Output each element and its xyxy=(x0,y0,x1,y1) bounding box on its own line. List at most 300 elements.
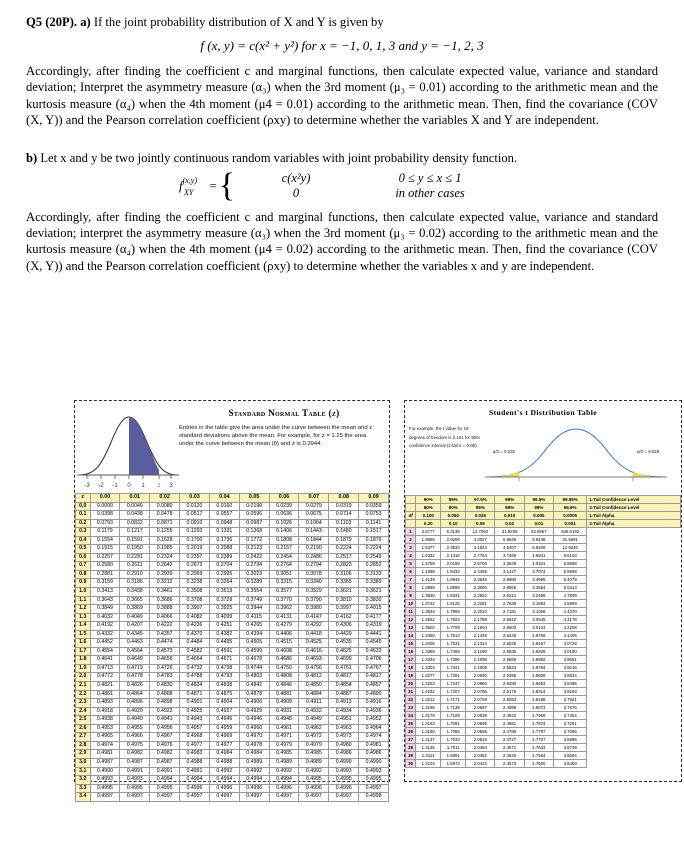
z-cell: 0.4591 xyxy=(209,647,239,656)
part-a-intro: If the joint probability distribution of X and Y is given by xyxy=(93,15,384,29)
z-cell: 0.4973 xyxy=(329,733,359,742)
z-cell: 0.4987 xyxy=(150,758,180,767)
z-row-label: 2.7 xyxy=(76,733,91,742)
z-cell: 0.4991 xyxy=(120,767,150,776)
t-df-value: 25 xyxy=(406,720,416,728)
t-table-row xyxy=(406,640,681,648)
t-cell: 2.8073 xyxy=(524,704,553,712)
z-cell: 0.3925 xyxy=(209,605,239,614)
t-col-header: 99.5% xyxy=(524,496,553,504)
t-cell: 2.9980 xyxy=(495,576,524,584)
z-cell: 0.3708 xyxy=(180,596,210,605)
z-col-5: 0.05 xyxy=(239,494,269,503)
z-cell: 0.4990 xyxy=(359,758,389,767)
z-row-label: 1.3 xyxy=(76,613,91,622)
t-cell: 1.7341 xyxy=(441,664,466,672)
t-cell: 2.1318 xyxy=(441,552,466,560)
z-cell: 0.3997 xyxy=(329,605,359,614)
z-col-9: 0.09 xyxy=(359,494,389,503)
t-cell: 2.7638 xyxy=(495,600,524,608)
z-cell: 0.2224 xyxy=(359,545,389,554)
z-cell: 0.4997 xyxy=(209,793,239,802)
z-table-row xyxy=(76,630,389,639)
z-cell: 0.3159 xyxy=(90,579,120,588)
z-table-row xyxy=(76,690,389,699)
z-cell: 0.2939 xyxy=(150,570,180,579)
z-cell: 0.2549 xyxy=(359,553,389,562)
z-cell: 0.4985 xyxy=(299,750,329,759)
z-cell: 0.0239 xyxy=(269,502,299,511)
t-header-row-label: 1-Tail Alpha xyxy=(587,512,681,520)
z-cell: 0.3577 xyxy=(269,588,299,597)
z-cell: 0.4279 xyxy=(269,622,299,631)
z-table-row xyxy=(76,758,389,767)
z-table-description: Entries in the table give the area under the curve between the mean and z standard deviations above the mean. For example, for z = 1.25 the area under the curve between the mean (0) and z is 0.3944. xyxy=(179,425,373,448)
z-cell: 0.4982 xyxy=(150,750,180,759)
z-cell: 0.4878 xyxy=(239,690,269,699)
z-cell: 0.0120 xyxy=(180,502,210,511)
z-cell: 0.1026 xyxy=(269,519,299,528)
z-cell: 0.4980 xyxy=(329,741,359,750)
z-cell: 0.2611 xyxy=(120,562,150,571)
z-cell: 0.0753 xyxy=(359,511,389,520)
z-cell: 0.4554 xyxy=(90,647,120,656)
z-cell: 0.4066 xyxy=(150,613,180,622)
t-cell: 2.5524 xyxy=(495,664,524,672)
z-cell: 0.4418 xyxy=(299,630,329,639)
t-table-row xyxy=(406,592,681,600)
z-cell: 0.4995 xyxy=(90,784,120,793)
t-cell: 2.0860 xyxy=(466,680,495,688)
z-cell: 0.0478 xyxy=(150,511,180,520)
t-col-header: 0.005 xyxy=(524,512,553,520)
z-cell: 0.4115 xyxy=(239,613,269,622)
t-row-spacer xyxy=(587,736,681,744)
t-cell: 2.1009 xyxy=(466,664,495,672)
t-cell: 5.4079 xyxy=(553,576,586,584)
t-cell: 2.6245 xyxy=(495,632,524,640)
t-df-value: 9 xyxy=(406,592,416,600)
z-cell: 0.4992 xyxy=(269,767,299,776)
z-cell: 0.1950 xyxy=(120,545,150,554)
z-cell: 0.4943 xyxy=(180,716,210,725)
t-table-row xyxy=(406,648,681,656)
t-cell: 3.6896 xyxy=(553,736,586,744)
t-cell: 3.1058 xyxy=(524,608,553,616)
t-cell: 1.7613 xyxy=(441,632,466,640)
t-cell: 1.7207 xyxy=(441,688,466,696)
z-cell: 0.4922 xyxy=(150,707,180,716)
t-cell: 3.0123 xyxy=(524,624,553,632)
z-cell: 0.4996 xyxy=(299,784,329,793)
z-table-grid xyxy=(75,493,389,802)
z-table-row xyxy=(76,622,389,631)
t-table-row xyxy=(406,752,681,760)
t-cell: 3.6460 xyxy=(553,760,586,768)
z-table-row xyxy=(76,545,389,554)
t-col-header: 0.050 xyxy=(441,512,466,520)
z-row-label: 1.8 xyxy=(76,656,91,665)
t-cell: 1.3368 xyxy=(416,648,441,656)
z-cell: 0.4854 xyxy=(329,682,359,691)
t-table-row xyxy=(406,688,681,696)
z-cell: 0.4955 xyxy=(120,724,150,733)
z-cell: 0.4783 xyxy=(150,673,180,682)
z-row-label: 0.7 xyxy=(76,562,91,571)
t-table-row xyxy=(406,552,681,560)
t-df-value: 22 xyxy=(406,696,416,704)
t-table-row xyxy=(406,696,681,704)
z-cell: 0.4429 xyxy=(329,630,359,639)
z-cell: 0.4015 xyxy=(359,605,389,614)
z-cell: 0.3643 xyxy=(90,596,120,605)
t-header-row-label: 2-Tail Confidence Level xyxy=(587,504,681,512)
t-cell: 1.4149 xyxy=(416,576,441,584)
t-col-header: 95% xyxy=(441,496,466,504)
t-cell: 3.1427 xyxy=(495,568,524,576)
z-row-label: 2.6 xyxy=(76,724,91,733)
z-cell: 0.4960 xyxy=(239,724,269,733)
z-cell: 0.4986 xyxy=(359,750,389,759)
t-col-header: 90% xyxy=(416,496,441,504)
t-row-spacer xyxy=(587,584,681,592)
t-cell: 1.9432 xyxy=(441,568,466,576)
t-cell: 2.1604 xyxy=(466,624,495,632)
z-cell: 0.4959 xyxy=(209,724,239,733)
z-cell: 0.4918 xyxy=(90,707,120,716)
t-col-header: 0.001 xyxy=(553,520,586,528)
z-cell: 0.2764 xyxy=(269,562,299,571)
z-cell: 0.2794 xyxy=(299,562,329,571)
t-cell: 2.8784 xyxy=(524,664,553,672)
t-cell: 3.0777 xyxy=(416,528,441,536)
z-cell: 0.4875 xyxy=(209,690,239,699)
z-cell: 0.3238 xyxy=(180,579,210,588)
t-cell: 2.0484 xyxy=(466,744,495,752)
z-cell: 0.3365 xyxy=(329,579,359,588)
t-cell: 2.7633 xyxy=(524,744,553,752)
t-cell: 3.7074 xyxy=(524,568,553,576)
z-cell: 0.4946 xyxy=(239,716,269,725)
z-cell: 0.4641 xyxy=(90,656,120,665)
z-table-row xyxy=(76,536,389,545)
z-cell: 0.4846 xyxy=(269,682,299,691)
t-table-header-row xyxy=(406,520,681,528)
z-table-row xyxy=(76,647,389,656)
t-row-spacer xyxy=(587,656,681,664)
svg-text:α/2 = 0.025: α/2 = 0.025 xyxy=(637,449,660,454)
z-cell: 0.4968 xyxy=(180,733,210,742)
z-cell: 0.4515 xyxy=(269,639,299,648)
z-cell: 0.1406 xyxy=(269,528,299,537)
z-cell: 0.3289 xyxy=(239,579,269,588)
z-cell: 0.4625 xyxy=(329,647,359,656)
z-cell: 0.1591 xyxy=(120,536,150,545)
t-cell: 1.6377 xyxy=(416,544,441,552)
t-table-row xyxy=(406,664,681,672)
t-table-row xyxy=(406,536,681,544)
t-cell: 3.1824 xyxy=(466,544,495,552)
z-cell: 0.4236 xyxy=(180,622,210,631)
t-cell: 2.4727 xyxy=(495,736,524,744)
z-table-row xyxy=(76,724,389,733)
t-cell: 1.3450 xyxy=(416,632,441,640)
t-df-value: 7 xyxy=(406,576,416,584)
t-cell: 2.7874 xyxy=(524,720,553,728)
t-row-spacer xyxy=(587,744,681,752)
z-cell: 0.4319 xyxy=(359,622,389,631)
t-cell: 2.7969 xyxy=(524,712,553,720)
t-row-spacer xyxy=(587,672,681,680)
z-cell: 0.4495 xyxy=(209,639,239,648)
t-cell: 2.8214 xyxy=(495,592,524,600)
z-cell: 0.3461 xyxy=(150,588,180,597)
z-table-row xyxy=(76,750,389,759)
t-df-value: 11 xyxy=(406,608,416,616)
z-cell: 0.0040 xyxy=(120,502,150,511)
t-row-spacer xyxy=(587,560,681,568)
z-cell: 0.4992 xyxy=(299,767,329,776)
z-cell: 0.4941 xyxy=(150,716,180,725)
t-row-spacer xyxy=(587,664,681,672)
z-cell: 0.2852 xyxy=(359,562,389,571)
z-cell: 0.4357 xyxy=(150,630,180,639)
t-table-title: Student's t Distribution Table xyxy=(488,408,597,417)
z-table-row xyxy=(76,741,389,750)
t-cell: 1.3634 xyxy=(416,608,441,616)
z-cell: 0.4664 xyxy=(180,656,210,665)
z-cell: 0.4988 xyxy=(209,758,239,767)
part-b-cond-2: in other cases xyxy=(395,185,465,200)
z-cell: 0.4726 xyxy=(150,664,180,673)
z-cell: 0.4994 xyxy=(209,776,239,785)
z-table-row xyxy=(76,511,389,520)
z-cell: 0.4995 xyxy=(120,784,150,793)
z-cell: 0.4977 xyxy=(209,741,239,750)
z-cell: 0.4981 xyxy=(90,750,120,759)
z-row-label: 1.0 xyxy=(76,588,91,597)
z-cell: 0.1368 xyxy=(239,528,269,537)
z-cell: 0.3830 xyxy=(359,596,389,605)
part-a-formula-text: f (x, y) = c(x² + y²) for x = −1, 0, 1, 3 and y = −1, 2, 3 xyxy=(200,38,484,53)
t-table-row xyxy=(406,656,681,664)
z-row-label: 1.1 xyxy=(76,596,91,605)
z-cell: 0.1736 xyxy=(209,536,239,545)
t-cell: 2.3060 xyxy=(466,584,495,592)
z-cell: 0.4994 xyxy=(239,776,269,785)
z-cell: 0.4834 xyxy=(180,682,210,691)
t-df-value: 15 xyxy=(406,640,416,648)
z-cell: 0.0714 xyxy=(329,511,359,520)
t-cell: 4.3178 xyxy=(553,616,586,624)
z-cell: 0.4864 xyxy=(120,690,150,699)
z-cell: 0.4993 xyxy=(329,767,359,776)
z-cell: 0.4972 xyxy=(299,733,329,742)
t-cell: 2.8188 xyxy=(524,696,553,704)
z-cell: 0.4989 xyxy=(239,758,269,767)
z-cell: 0.4986 xyxy=(329,750,359,759)
z-cell: 0.4370 xyxy=(180,630,210,639)
z-row-label: 2.1 xyxy=(76,682,91,691)
t-row-spacer xyxy=(587,752,681,760)
z-row-label: 1.4 xyxy=(76,622,91,631)
t-cell: 1.3968 xyxy=(416,584,441,592)
z-table-header xyxy=(75,401,389,493)
z-cell: 0.4871 xyxy=(180,690,210,699)
t-cell: 1.7247 xyxy=(441,680,466,688)
z-cell: 0.0279 xyxy=(299,502,329,511)
t-row-spacer xyxy=(587,528,681,536)
z-cell: 0.4982 xyxy=(120,750,150,759)
part-a-formula xyxy=(26,38,658,54)
z-cell: 0.1103 xyxy=(329,519,359,528)
z-row-label: 0.3 xyxy=(76,528,91,537)
t-cell: 2.0423 xyxy=(466,760,495,768)
z-cell: 0.4983 xyxy=(180,750,210,759)
z-table-title: Standard Normal Table (z) xyxy=(228,408,340,418)
z-cell: 0.4082 xyxy=(180,613,210,622)
z-cell: 0.4671 xyxy=(209,656,239,665)
t-cell: 2.5669 xyxy=(495,656,524,664)
t-df-value: 16 xyxy=(406,648,416,656)
z-cell: 0.2734 xyxy=(239,562,269,571)
t-cell: 2.0739 xyxy=(466,696,495,704)
t-cell: 2.1448 xyxy=(466,632,495,640)
z-cell: 0.1331 xyxy=(209,528,239,537)
t-cell: 1.3212 xyxy=(416,696,441,704)
z-cell: 0.3340 xyxy=(299,579,329,588)
z-cell: 0.4292 xyxy=(299,622,329,631)
z-cell: 0.4817 xyxy=(329,673,359,682)
z-cell: 0.4904 xyxy=(209,699,239,708)
t-col-header: 90% xyxy=(441,504,466,512)
t-col-header: 0.0005 xyxy=(553,512,586,520)
t-cell: 3.7921 xyxy=(553,696,586,704)
z-cell: 0.4564 xyxy=(120,647,150,656)
t-row-spacer xyxy=(587,696,681,704)
z-cell: 0.4993 xyxy=(90,776,120,785)
z-cell: 0.4963 xyxy=(329,724,359,733)
t-df-value: 13 xyxy=(406,624,416,632)
z-cell: 0.4649 xyxy=(120,656,150,665)
z-cell: 0.4147 xyxy=(299,613,329,622)
z-cell: 0.4761 xyxy=(329,664,359,673)
z-cell: 0.2486 xyxy=(299,553,329,562)
z-cell: 0.3529 xyxy=(299,588,329,597)
t-df-value: 23 xyxy=(406,704,416,712)
z-cell: 0.4909 xyxy=(269,699,299,708)
z-cell: 0.2517 xyxy=(329,553,359,562)
t-table-row xyxy=(406,584,681,592)
z-cell: 0.1064 xyxy=(299,519,329,528)
t-df-value: 2 xyxy=(406,536,416,544)
t-cell: 1.3334 xyxy=(416,656,441,664)
t-cell: 2.7564 xyxy=(524,752,553,760)
z-cell: 0.4099 xyxy=(209,613,239,622)
z-cell: 0.3621 xyxy=(329,588,359,597)
z-cell: 0.2881 xyxy=(90,570,120,579)
t-cell: 2.9467 xyxy=(524,640,553,648)
z-table-row xyxy=(76,664,389,673)
z-row-label: 2.8 xyxy=(76,741,91,750)
t-cell: 3.8193 xyxy=(553,688,586,696)
z-row-label: 0.9 xyxy=(76,579,91,588)
t-df-value: 12 xyxy=(406,616,416,624)
z-cell: 0.1480 xyxy=(329,528,359,537)
t-cell: 4.5869 xyxy=(553,600,586,608)
t-cell: 1.5332 xyxy=(416,552,441,560)
z-cell: 0.4452 xyxy=(90,639,120,648)
z-cell: 0.1879 xyxy=(359,536,389,545)
z-cell: 0.4970 xyxy=(239,733,269,742)
z-cell: 0.3078 xyxy=(299,570,329,579)
z-table-row xyxy=(76,553,389,562)
z-row-label: 1.7 xyxy=(76,647,91,656)
z-table-row xyxy=(76,767,389,776)
statistical-tables-figure xyxy=(0,378,684,808)
question-a-heading xyxy=(26,14,658,31)
t-cell: 2.3534 xyxy=(441,544,466,552)
z-cell: 0.4994 xyxy=(180,776,210,785)
z-cell: 0.4441 xyxy=(359,630,389,639)
t-cell: 3.6594 xyxy=(553,752,586,760)
z-cell: 0.2642 xyxy=(150,562,180,571)
t-col-header: 99.9% xyxy=(553,504,586,512)
z-row-label: 0.8 xyxy=(76,570,91,579)
z-cell: 0.3186 xyxy=(120,579,150,588)
z-cell: 0.4981 xyxy=(359,741,389,750)
z-cell: 0.3770 xyxy=(269,596,299,605)
question-b-heading xyxy=(26,150,658,167)
t-curve-icon xyxy=(481,419,671,491)
z-cell: 0.1879 xyxy=(329,536,359,545)
part-b-formula-lhs xyxy=(178,175,209,197)
z-cell: 0.3413 xyxy=(90,588,120,597)
z-row-label: 2.5 xyxy=(76,716,91,725)
z-cell: 0.4890 xyxy=(359,690,389,699)
z-cell: 0.1985 xyxy=(150,545,180,554)
t-col-header: 98% xyxy=(495,504,524,512)
z-row-label: 3.3 xyxy=(76,784,91,793)
t-cell: 1.7291 xyxy=(441,672,466,680)
t-cell: 1.7171 xyxy=(441,696,466,704)
t-row-spacer xyxy=(587,640,681,648)
t-col-header: 0.10 xyxy=(441,520,466,528)
z-cell: 0.4929 xyxy=(239,707,269,716)
part-b-case-2: 0 xyxy=(292,185,300,200)
t-cell: 4.0728 xyxy=(553,640,586,648)
t-table-header-row xyxy=(406,504,681,512)
t-table-header-row xyxy=(406,512,681,520)
t-df-value: 8 xyxy=(406,584,416,592)
z-cell: 0.4582 xyxy=(180,647,210,656)
z-cell: 0.0080 xyxy=(150,502,180,511)
z-cell: 0.4699 xyxy=(329,656,359,665)
t-cell: 3.3554 xyxy=(524,584,553,592)
t-cell: 2.4851 xyxy=(495,720,524,728)
z-cell: 0.2422 xyxy=(239,553,269,562)
z-col-8: 0.08 xyxy=(329,494,359,503)
t-cell: 2.9200 xyxy=(441,536,466,544)
t-cell: 3.9651 xyxy=(553,656,586,664)
z-cell: 0.0871 xyxy=(150,519,180,528)
t-cell: 2.4469 xyxy=(466,568,495,576)
z-cell: 0.3869 xyxy=(120,605,150,614)
t-table-row xyxy=(406,616,681,624)
z-cell: 0.4996 xyxy=(329,784,359,793)
z-cell: 0.4953 xyxy=(90,724,120,733)
t-df-value: 14 xyxy=(406,632,416,640)
